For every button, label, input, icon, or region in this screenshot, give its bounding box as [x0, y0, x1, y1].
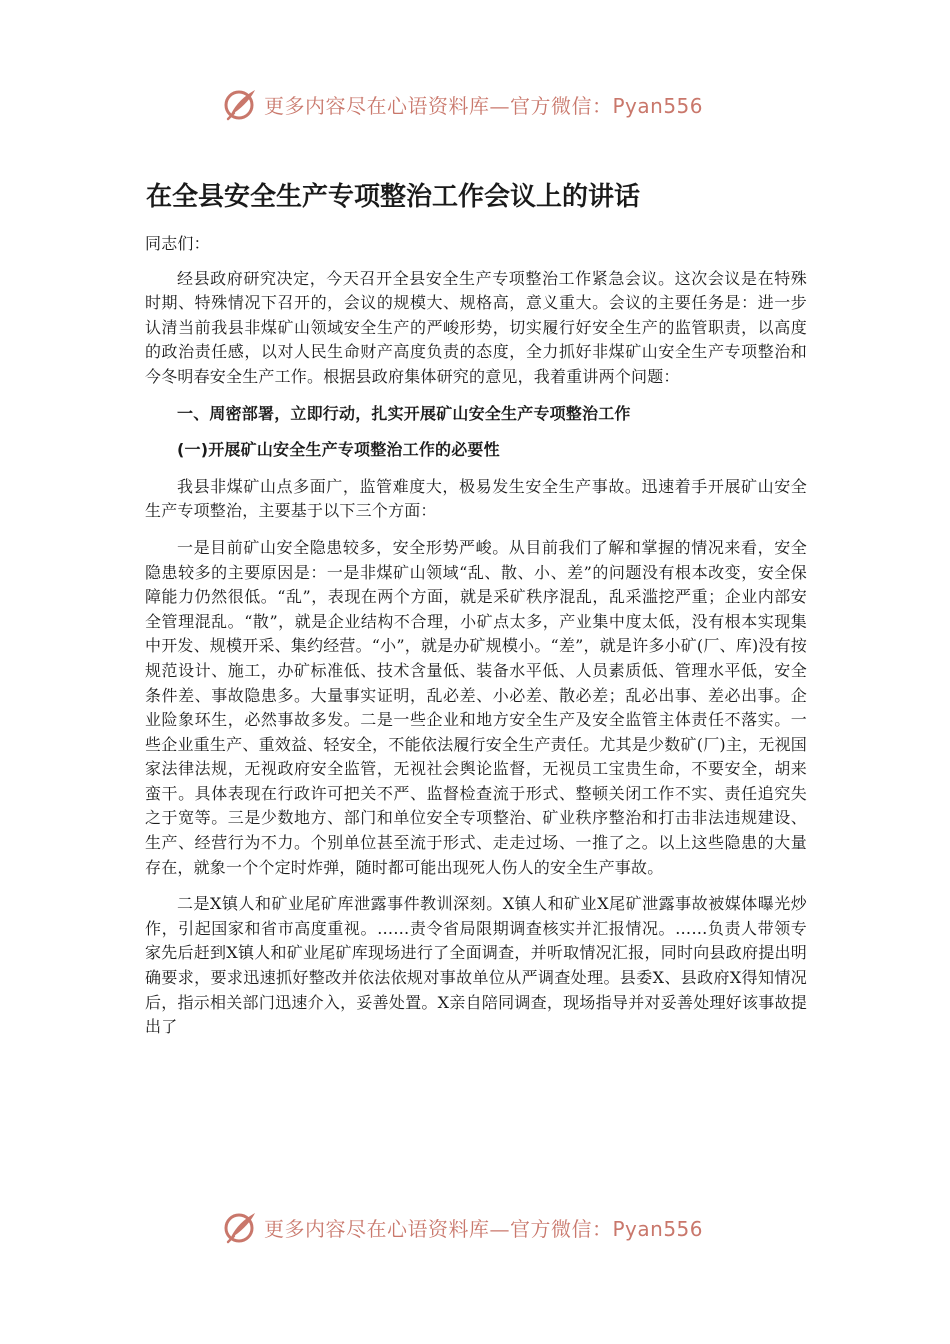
watermark-text-cn: 更多内容尽在心语资料库—官方微信：: [264, 93, 613, 118]
subsection-heading-1: (一)开展矿山安全生产专项整治工作的必要性: [177, 440, 500, 460]
paragraph-point-2: 二是X镇人和矿业尾矿库泄露事件教训深刻。X镇人和矿业X尾矿泄露事故被媒体曝光炒作，引起国家和省市高度重视。……责令省局限期调查核实并汇报情况。……负责人带领专家先后赶到X镇人和矿业尾矿库现场进行了全面调查，并听取情况汇报，同时向县政府提出明确要求，要求迅速抓好整改并依法依规对事故单位从严调查处理。县委X、县政府X得知情况后，指示相关部门迅速介入，妥善处置。X亲自陪同调查，现场指导并对妥善处理好该事故提出了: [145, 894, 807, 1037]
section-heading-1: 一、周密部署，立即行动，扎实开展矿山安全生产专项整治工作: [177, 403, 631, 423]
watermark-wechat-id: Pyan556: [612, 1216, 704, 1241]
watermark-banner-bottom: [222, 1207, 703, 1247]
paragraph-overview: 我县非煤矿山点多面广，监管难度大，极易发生安全生产事故。迅速着手开展矿山安全生产专项整治，主要基于以下三个方面：: [145, 476, 807, 521]
feather-pen-logo-icon: [222, 1209, 258, 1245]
document-body: [145, 232, 807, 1052]
salutation: 同志们：: [145, 234, 210, 253]
watermark-text: [264, 1213, 703, 1242]
watermark-wechat-id: Pyan556: [612, 93, 704, 118]
document-title: 在全县安全生产专项整治工作会议上的讲话: [146, 182, 641, 212]
watermark-banner-top: [222, 84, 703, 124]
paragraph-point-1: 一是目前矿山安全隐患较多，安全形势严峻。从目前我们了解和掌握的情况来看，安全隐患较多的主要原因是：一是非煤矿山领域“乱、散、小、差”的问题没有根本改变，安全保障能力仍然很低。“乱”，表现在两个方面，就是采矿秩序混乱，乱采滥挖严重；企业内部安全管理混乱。“散”，就是企业结构不合理，小矿点太多，产业集中度太低，没有根本实现集中开发、规模开采、集约经营。“小”，就是办矿规模小。“差”，就是许多小矿(厂、库)没有按规范设计、施工，办矿标准低、技术含量低、装备水平低、人员素质低、管理水平低，安全条件差、事故隐患多。大量事实证明，乱必差、小必差、散必差；乱必出事、差必出事。企业险象环生，必然事故多发。二是一些企业和地方安全生产及安全监管主体责任不落实。一些企业重生产、重效益、轻安全，不能依法履行安全生产责任。尤其是少数矿(厂)主，无视国家法律法规，无视政府安全监管，无视社会舆论监督，无视员工宝贵生命，不要安全，胡来蛮干。具体表现在行政许可把关不严、监督检查流于形式、整顿关闭工作不实、责任追究失之于宽等。三是少数地方、部门和单位安全专项整治、矿业秩序整治和打击非法违规建设、生产、经营行为不力。个别单位甚至流于形式、走走过场、一推了之。以上这些隐患的大量存在，就象一个个定时炸弹，随时都可能出现死人伤人的安全生产事故。: [145, 537, 808, 877]
feather-pen-logo-icon: [222, 86, 258, 122]
watermark-text-cn: 更多内容尽在心语资料库—官方微信：: [264, 1216, 613, 1241]
paragraph-intro: 经县政府研究决定，今天召开全县安全生产专项整治工作紧急会议。这次会议是在特殊时期、特殊情况下召开的，会议的规模大、规格高，意义重大。会议的主要任务是：进一步认清当前我县非煤矿山领域安全生产的严峻形势，切实履行好安全生产的监管职责，以高度的政治责任感，以对人民生命财产高度负责的态度，全力抓好非煤矿山安全生产专项整治和今冬明春安全生产工作。根据县政府集体研究的意见，我着重讲两个问题：: [145, 268, 807, 386]
watermark-text: [264, 90, 703, 119]
